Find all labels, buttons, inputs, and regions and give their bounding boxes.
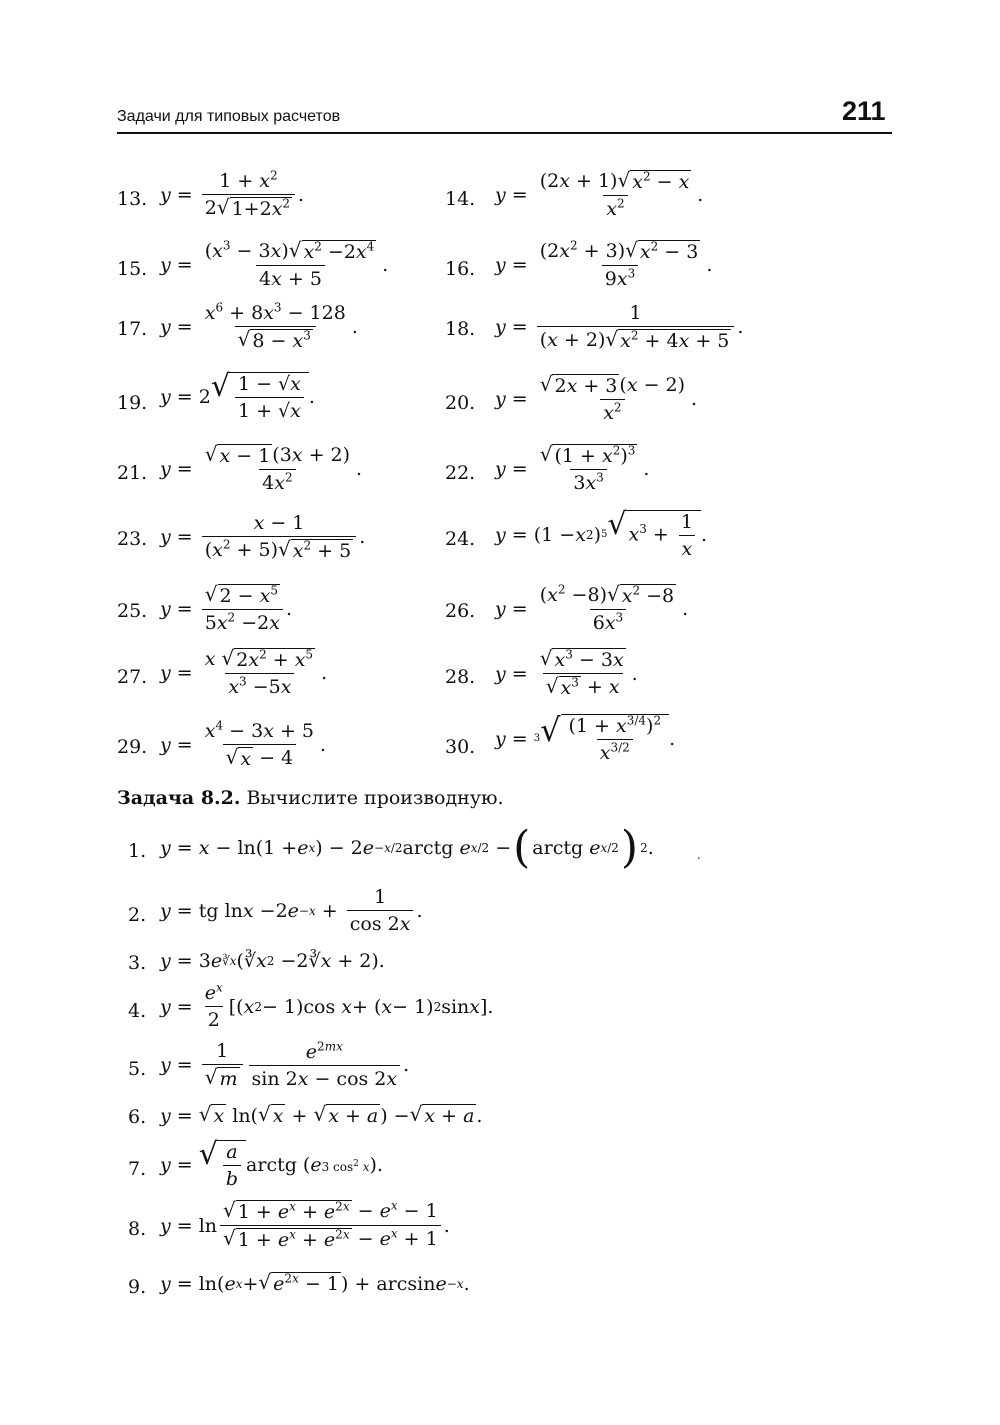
problem-number: 17. [117,318,148,340]
formula-28: y = √ $x^3 - 3x$ √ $x^3$ + x . [495,646,638,699]
formula-19: y = 2 √ $\frac{1 - √x}{1 + √x}$ . [160,369,315,422]
problem-number: 19. [117,392,148,414]
section-heading [117,787,504,809]
running-header: Задачи для типовых расчетов [117,108,341,125]
problem-number: 2. [128,904,147,926]
formula-25: y = √ $2 - x^5$ $5x^2 -2x$ . [160,582,293,634]
formula-13: y = $1 + x^2$ 2 √ $1+2x^2$ . [160,168,305,220]
formula-b9: y = ln( e x + √ $e^{2x} - 1$ ) + arcsin e −x . [160,1270,470,1295]
problem-number: 16. [445,258,476,280]
problem-number: 21. [117,462,148,484]
section-label: Задача 8.2. [117,787,241,809]
page-number: 211 [842,96,886,126]
formula-b3: y = 3 e ∛x (∛ x 2 −2∛ x + 2). [160,950,385,972]
problem-number: 18. [445,318,476,340]
formula-b2: y = tg ln x −2 e −x + $\frac{1}{\cos 2x}$ . [160,886,423,935]
problem-number: 8. [128,1218,147,1240]
problem-number: 20. [445,392,476,414]
stray-dot: . [697,848,701,863]
formula-14: y = (2x + 1) √ $x^2 - x$ $x^2$ . [495,168,704,220]
problem-number: 7. [128,1158,147,1180]
formula-21: y = √ x − 1 (3x + 2) $4x^2$ . [160,442,363,494]
problem-number: 14. [445,188,476,210]
problem-number: 1. [128,840,147,862]
formula-18: y = 1 (x + 2) √ $x^2 + 4x + 5$ . [495,302,744,352]
formula-b4: y = $\frac{e^x}{2}$ [( x 2 − 1)cos x + ( x − 1) 2 sin x ]. [160,980,494,1031]
problem-number: 23. [117,528,148,550]
problem-number: 29. [117,736,148,758]
formula-29: y = $x^4 - 3x + 5$ √ x − 4 . [160,718,327,770]
formula-b5: y = 1 √ m $\frac{e^{2mx}}{\sin 2x - \cos 2x}$ . [160,1039,410,1090]
formula-20: y = √ 2x + 3 (x − 2) $x^2$ . [495,372,698,424]
problem-number: 3. [128,952,147,974]
header-rule [117,132,892,134]
problem-number: 28. [445,666,476,688]
formula-16: y = $(2x^2 + 3)$ √ $x^2 - 3$ $9x^3$ . [495,238,713,290]
formula-b1: y = x − ln(1 + e x ) − 2 e −x/2 arctg e x/2 − ( arctg e x/2 ) 2 . [160,822,654,873]
formula-24: y = (1 − x 2 ) 5 √ $x^3$ + $\frac{1}{x}$ . [495,507,707,560]
problem-number: 13. [117,188,148,210]
problem-number: 24. [445,528,476,550]
section-text: Вычислите производную. [246,787,504,809]
problem-number: 15. [117,258,148,280]
problem-number: 4. [128,1000,147,1022]
formula-26: y = $(x^2 -8)$ √ $x^2 -8$ $6x^3$ . [495,582,689,634]
formula-b6: y = √ x ln( √ x + √ x + a ) − √ x + a . [160,1102,483,1127]
formula-23: y = x − 1 $(x^2 + 5)$ √ $x^2 + 5$ . [160,512,366,562]
problem-number: 30. [445,736,476,758]
problem-number: 27. [117,666,148,688]
formula-15: y = $(x^3 - 3x)$ √ $x^2 -2x^4$ 4x + 5 . [160,238,389,290]
problem-number: 6. [128,1106,147,1128]
formula-17: y = $x^6 + 8x^3 - 128$ √ $8 - x^3$ . [160,300,358,352]
formula-b8: y = ln √ $1 + e^x + e^{2x}$ − $e^x - 1$ √ $1 + e^x + e^{2x}$ − $e^x + 1$ . [160,1198,450,1251]
problem-number: 25. [117,600,148,622]
problem-number: 26. [445,600,476,622]
formula-30: y = 3 √ $\frac{(1 + x^{3/4})^2}{x^{3/2}}$ . [495,711,676,764]
problem-number: 22. [445,462,476,484]
problem-number: 9. [128,1276,147,1298]
problem-number: 5. [128,1058,147,1080]
formula-27: y = x √ $2x^2 + x^5$ $x^3 -5x$ . [160,646,328,698]
formula-b7: y = √ $\frac{a}{b}$ arctg ( e 3 $\cos^2 x$ ). [160,1137,383,1190]
formula-22: y = √ $(1 + x^2)^3$ $3x^3$ . [495,442,650,494]
